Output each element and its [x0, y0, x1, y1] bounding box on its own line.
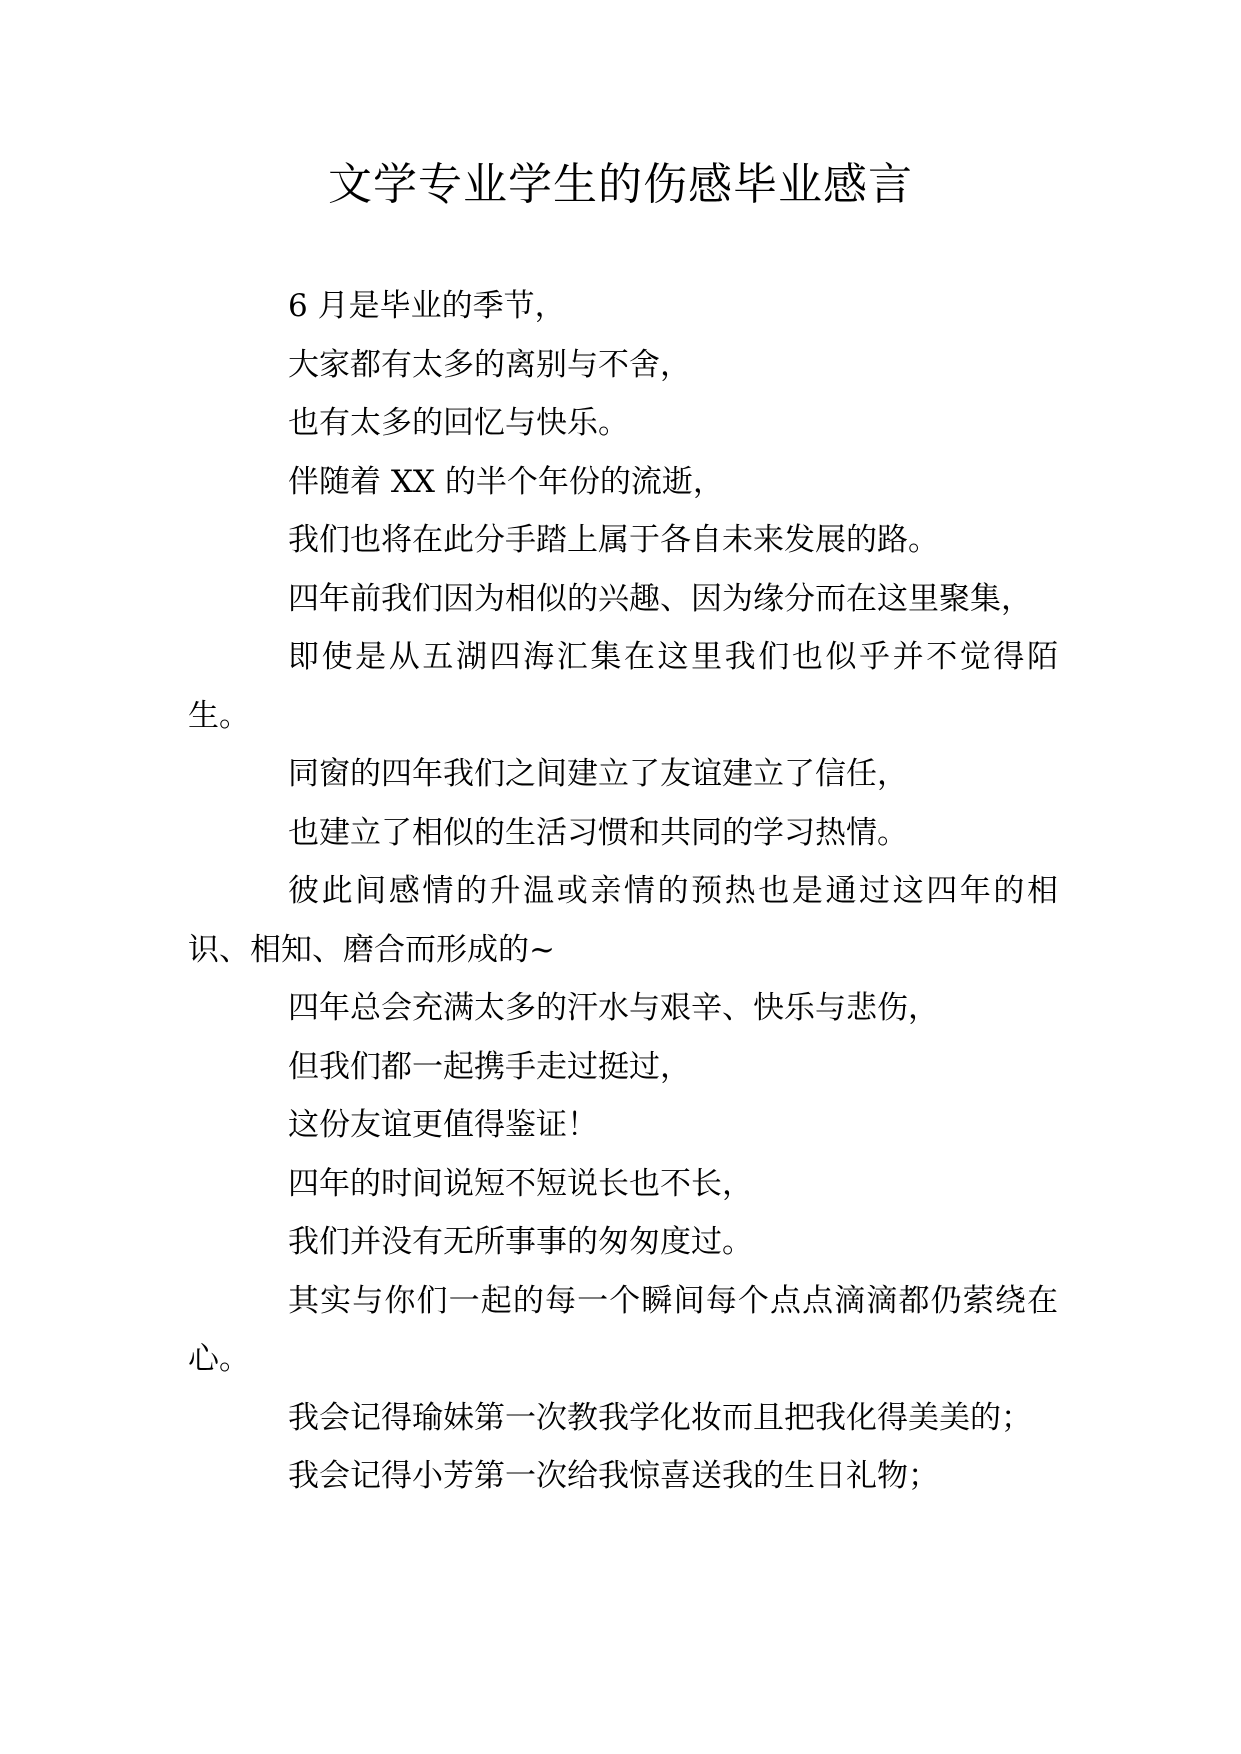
paragraph: 也建立了相似的生活习惯和共同的学习热情。 [288, 814, 908, 851]
paragraph: 四年的时间说短不短说长也不长， [288, 1165, 753, 1202]
document-title: 文学专业学生的伤感毕业感言 [328, 159, 913, 210]
paragraph: 我会记得瑜妹第一次教我学化妆而且把我化得美美的； [288, 1399, 1032, 1436]
paragraph: 其实与你们一起的每一个瞬间每个点点滴滴都仍萦绕在心。 [188, 1282, 1058, 1377]
paragraph: 6 月是毕业的季节， [288, 288, 566, 324]
paragraph: 同窗的四年我们之间建立了友谊建立了信任， [288, 756, 908, 792]
paragraph: 也有太多的回忆与快乐。 [288, 405, 629, 441]
document-body [188, 277, 1058, 1506]
paragraph: 即使是从五湖四海汇集在这里我们也似乎并不觉得陌生。 [188, 639, 1058, 734]
paragraph: 我们并没有无所事事的匆匆度过。 [288, 1224, 753, 1260]
paragraph: 大家都有太多的离别与不舍， [288, 346, 691, 383]
paragraph: 但我们都一起携手走过挺过， [288, 1048, 691, 1085]
paragraph: 我会记得小芳第一次给我惊喜送我的生日礼物； [288, 1458, 939, 1494]
paragraph: 这份友谊更值得鉴证！ [288, 1107, 598, 1143]
paragraph: 我们也将在此分手踏上属于各自未来发展的路。 [288, 522, 939, 558]
paragraph: 伴随着 XX 的半个年份的流逝， [288, 463, 724, 500]
paragraph: 彼此间感情的升温或亲情的预热也是通过这四年的相识、相知、磨合而形成的~ [188, 873, 1058, 968]
paragraph: 四年总会充满太多的汗水与艰辛、快乐与悲伤， [288, 990, 939, 1026]
paragraph: 四年前我们因为相似的兴趣、因为缘分而在这里聚集， [288, 580, 1032, 617]
